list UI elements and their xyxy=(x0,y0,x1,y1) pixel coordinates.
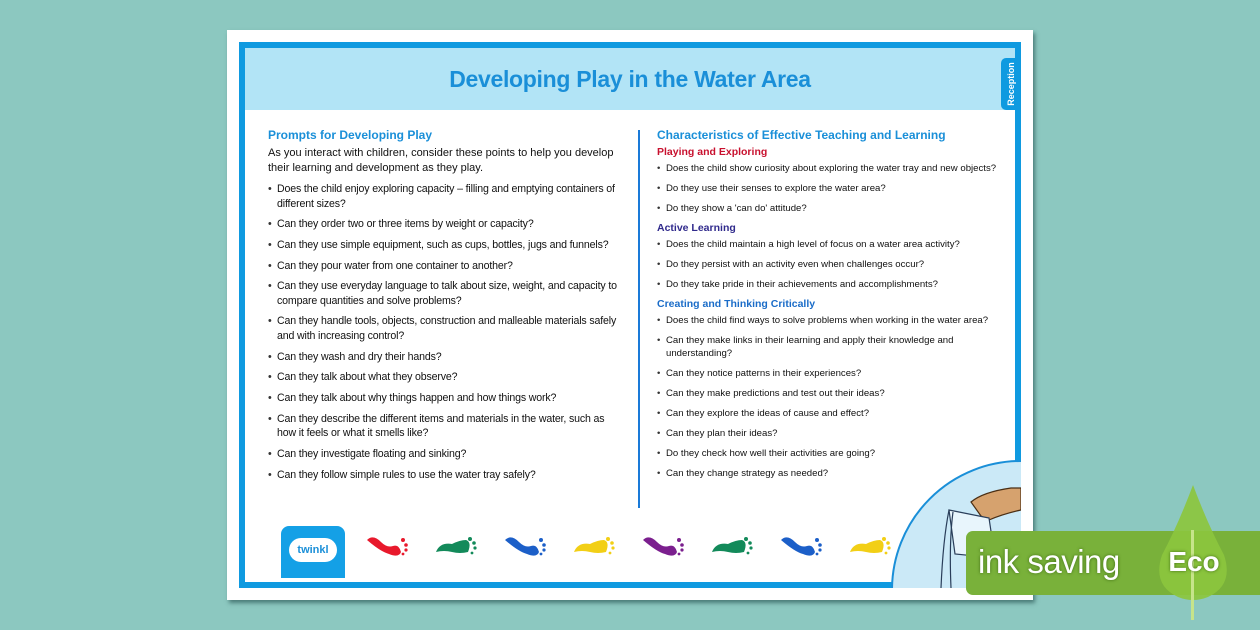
list-item: • Can they use simple equipment, such as cups, bottles, jugs and funnels? xyxy=(268,238,618,253)
list-item: • Can they order two or three items by weight or capacity? xyxy=(268,217,618,232)
creating-thinking-heading: Creating and Thinking Critically xyxy=(657,298,816,310)
logo-text: twinkl xyxy=(289,538,337,562)
list-item: • Can they talk about what they observe? xyxy=(268,370,618,385)
prompts-heading: Prompts for Developing Play xyxy=(268,128,433,142)
list-item: • Does the child maintain a high level of focus on a water area activity? xyxy=(657,238,1007,251)
list-item: • Can they make predictions and test out their ideas? xyxy=(657,387,1007,400)
tab-label: Reception xyxy=(1006,62,1016,106)
poster-frame xyxy=(239,42,1021,588)
list-item: • Does the child enjoy exploring capacity – filling and emptying containers of different sizes? xyxy=(268,182,618,211)
list-item: • Can they pour water from one container to another? xyxy=(268,259,618,274)
resource-preview xyxy=(227,30,1033,600)
eco-label: Eco xyxy=(1168,546,1220,577)
list-item: • Can they talk about why things happen and how things work? xyxy=(268,391,618,406)
footprint-icon xyxy=(848,534,892,556)
prompts-column xyxy=(268,128,618,488)
column-divider xyxy=(638,130,640,508)
list-item: • Can they change strategy as needed? xyxy=(657,467,1007,480)
characteristics-heading: Characteristics of Effective Teaching and Learning xyxy=(657,128,946,142)
footprint-icon xyxy=(779,534,823,556)
list-item: • Can they describe the different items and materials in the water, such as how it feels or what it smells like? xyxy=(268,412,618,441)
list-item: • Can they explore the ideas of cause and effect? xyxy=(657,407,1007,420)
creating-thinking-list xyxy=(657,314,1007,480)
characteristics-column xyxy=(657,128,1007,487)
footprint-icon xyxy=(572,534,616,556)
list-item: • Do they persist with an activity even when challenges occur? xyxy=(657,258,1007,271)
footprints-border xyxy=(365,534,885,564)
list-item: • Does the child find ways to solve problems when working in the water area? xyxy=(657,314,1007,327)
footprint-icon xyxy=(710,534,754,556)
prompts-intro: As you interact with children, consider these points to help you develop their learning and development as they play. xyxy=(268,147,614,174)
playing-exploring-list xyxy=(657,162,1007,215)
list-item: • Can they wash and dry their hands? xyxy=(268,350,618,365)
list-item: • Does the child show curiosity about exploring the water tray and new objects? xyxy=(657,162,1007,175)
list-item: • Do they take pride in their achievements and accomplishments? xyxy=(657,278,1007,291)
list-item: • Can they make links in their learning and apply their knowledge and understanding? xyxy=(657,334,1007,360)
list-item: • Can they investigate floating and sinking? xyxy=(268,447,618,462)
list-item: • Do they show a 'can do' attitude? xyxy=(657,202,1007,215)
footprint-icon xyxy=(503,534,547,556)
prompts-list xyxy=(268,182,618,482)
footprint-icon xyxy=(641,534,685,556)
list-item: • Do they use their senses to explore the water area? xyxy=(657,182,1007,195)
list-item: • Can they plan their ideas? xyxy=(657,427,1007,440)
list-item: • Can they notice patterns in their experiences? xyxy=(657,367,1007,380)
active-learning-heading: Active Learning xyxy=(657,222,736,234)
footprint-icon xyxy=(434,534,478,556)
poster-title: Developing Play in the Water Area xyxy=(449,66,811,92)
list-item: • Can they follow simple rules to use the water tray safely? xyxy=(268,468,618,483)
twinkl-logo xyxy=(281,526,345,578)
playing-exploring-heading: Playing and Exploring xyxy=(657,146,768,158)
reception-tab xyxy=(1001,58,1021,110)
list-item: • Can they use everyday language to talk about size, weight, and capacity to compare quantities and solve problems? xyxy=(268,279,618,308)
poster-header xyxy=(245,48,1015,110)
list-item: • Can they handle tools, objects, construction and malleable materials safely and with increasing control? xyxy=(268,314,618,343)
footprint-icon xyxy=(365,534,409,556)
list-item: • Do they check how well their activities are going? xyxy=(657,447,1007,460)
active-learning-list xyxy=(657,238,1007,291)
ink-saving-label: ink saving xyxy=(978,543,1120,580)
